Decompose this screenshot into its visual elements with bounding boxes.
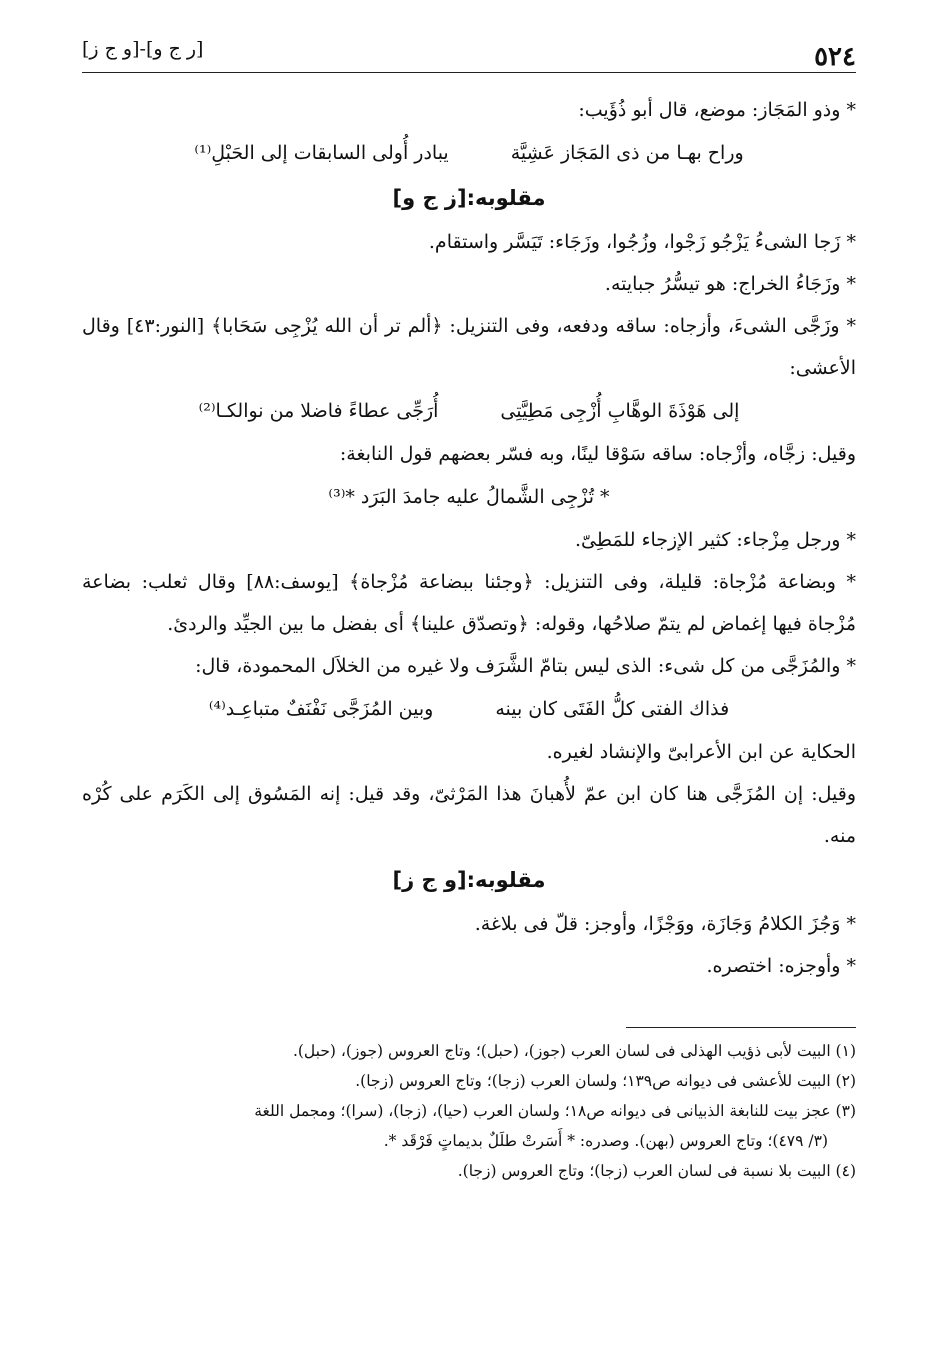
- section-heading: مقلوبه:[ز ج و]: [392, 186, 546, 210]
- paragraph: * ورجل مِزْجاء: كثير الإزجاء للمَطِىّ.: [575, 529, 856, 551]
- verse-fragment: * تُزْجِى الشَّمالُ عليه جامدَ البَرَد *⁽³⁾: [328, 486, 610, 508]
- paragraph: * زَجا الشىءُ يَزْجُو زَجْوا، وزُجُوا، وزَجَاء: تَيَسَّر واستقام.: [428, 231, 856, 253]
- footnote-divider: [626, 1027, 856, 1028]
- verse-second-hemistich: وبين المُزَجَّى نَفْنَفٌ متباعِـد⁽⁴⁾: [208, 698, 434, 720]
- verse-line: [82, 687, 856, 731]
- running-head: [ر ج و]-[و ج ز]: [82, 38, 204, 60]
- book-page: [82, 28, 856, 1348]
- footnote: (٣) عجز بيت للنابغة الذبيانى فى ديوانه ص١٨؛ ولسان العرب (حيا)، (زجا)، (سرا)؛ ومجمل اللغة: [254, 1102, 856, 1120]
- footnote: (١) البيت لأبى ذؤيب الهذلى فى لسان العرب (جوز)، (حبل)؛ وتاج العروس (جوز)، (حبل).: [292, 1042, 856, 1060]
- footnotes: [82, 1036, 856, 1186]
- verse-second-hemistich: أُرَجِّى عطاءً فاضلا من نوالكـا⁽²⁾: [198, 400, 439, 422]
- paragraph: * والمُزَجَّى من كل شىء: الذى ليس بتامّ الشَّرَف ولا غيره من الخلاَل المحمودة، قال:: [195, 655, 856, 677]
- paragraph: * وزَجَاءُ الخراج: هو تيسُّرُ جبايته.: [604, 273, 856, 295]
- verse-second-hemistich: يبادر أُولى السابقات إلى الحَبْلِ⁽¹⁾: [194, 142, 449, 164]
- verse-line: [82, 389, 856, 433]
- footnote-continuation: (٣/ ٤٧٩)؛ وتاج العروس (بهن). وصدره: * أَسَرتْ طلَلٌ بديماتٍ فَرْقَد *.: [383, 1132, 828, 1150]
- verse-first-hemistich: إلى هَوْذَةَ الوهَّابِ أُزْجِى مَطِيَّتِى: [500, 400, 740, 422]
- footnote: (٤) البيت بلا نسبة فى لسان العرب (زجا)؛ وتاج العروس (زجا).: [457, 1162, 856, 1180]
- paragraph: وقيل: إن المُزَجَّى هنا كان ابن عمّ لأُهبانَ هذا المَرْثىّ، وقد قيل: إنه المَسُوق إلى الكَرَم على كُرْه منه.: [82, 783, 856, 847]
- verse-first-hemistich: فذاك الفتى كلُّ الفَتَى كان بينه: [495, 698, 730, 720]
- page-body: [82, 89, 856, 987]
- paragraph: الحكاية عن ابن الأعرابىّ والإنشاد لغيره.: [546, 741, 856, 763]
- paragraph: * وأوجزه: اختصره.: [706, 955, 856, 977]
- footnote: (٢) البيت للأعشى فى ديوانه ص١٣٩؛ ولسان العرب (زجا)؛ وتاج العروس (زجا).: [355, 1072, 856, 1090]
- paragraph: * وزَجَّى الشىءَ، وأزجاه: ساقه ودفعه، وفى التنزيل: ﴿ألم تر أن الله يُزْجِى سَحَابا﴾ [النور:٤٣] وقال الأعشى:: [82, 315, 856, 379]
- paragraph: * وذو المَجَاز: موضع، قال أبو ذُؤَيب:: [578, 99, 856, 121]
- paragraph: وقيل: زجَّاه، وأزْجاه: ساقه سَوْقا لينًا، وبه فسّر بعضهم قول النابغة:: [339, 443, 856, 465]
- page-header: [82, 28, 856, 73]
- paragraph: * وَجُزَ الكلامُ وَجَازَة، ووَجْزًا، وأوجز: قلّ فى بلاغة.: [474, 913, 856, 935]
- paragraph: * وبضاعة مُزْجاة: قليلة، وفى التنزيل: ﴿وجئنا ببضاعة مُزْجاة﴾ [يوسف:٨٨] وقال ثعلب: بضاعة مُزْجاة فيها إغماض لم يتمّ صلاحُها، وقوله: ﴿وتصدّق علينا﴾ أى بفضل ما بين الجيِّد والردئ.: [82, 571, 856, 635]
- section-heading: مقلوبه:[و ج ز]: [392, 868, 546, 892]
- page-number: ٥٢٤: [814, 42, 856, 72]
- verse-first-hemistich: وراح بهـا من ذى المَجَاز عَشِيَّة: [510, 142, 744, 164]
- verse-line: [82, 131, 856, 175]
